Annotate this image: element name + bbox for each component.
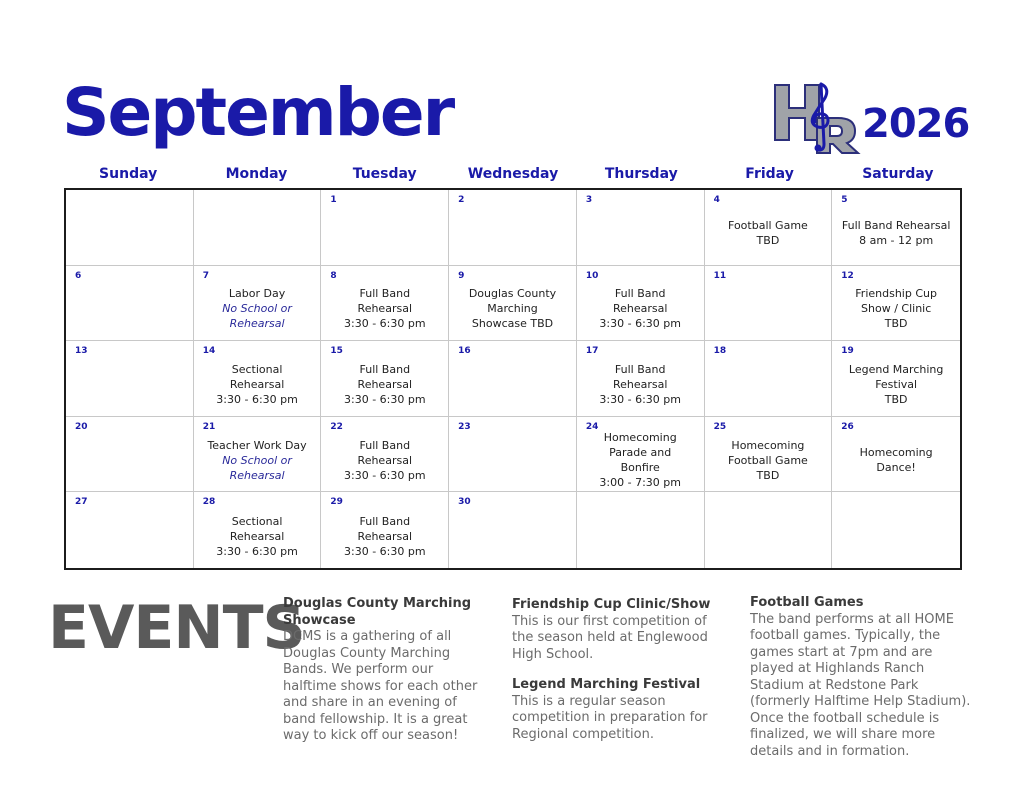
- event-line: Rehearsal: [229, 377, 285, 391]
- event-note-line: No School or: [222, 453, 292, 467]
- event-line: 3:30 - 6:30 pm: [216, 392, 298, 406]
- event-line: Rehearsal: [357, 453, 412, 467]
- calendar-day-cell: [194, 266, 322, 342]
- event-line: Homecoming: [603, 431, 677, 445]
- event-text: [581, 284, 700, 335]
- event-text: [198, 510, 317, 562]
- event-line: Football Game: [728, 453, 808, 467]
- day-number: 3: [585, 195, 593, 205]
- event-line: Homecoming: [731, 438, 805, 452]
- event-note-line: Rehearsal: [229, 317, 285, 331]
- event-line: Full Band: [614, 287, 666, 301]
- day-number: 14: [202, 346, 216, 357]
- event-text: [836, 359, 956, 410]
- day-number: 2: [458, 195, 465, 205]
- event-line: Showcase TBD: [471, 317, 554, 331]
- event-text: [581, 431, 700, 490]
- calendar-day-cell: [194, 341, 322, 417]
- calendar-day-cell: [449, 190, 577, 266]
- event-line: 3:30 - 6:30 pm: [344, 317, 426, 331]
- event-line: Rehearsal: [612, 377, 668, 391]
- calendar-day-cell: [66, 190, 194, 266]
- day-number: 26: [841, 421, 854, 432]
- event-line: Friendship Cup: [855, 287, 937, 301]
- event-text: [709, 208, 828, 259]
- day-number: 10: [585, 270, 599, 281]
- day-number: 9: [458, 270, 465, 281]
- calendar-day-cell: [321, 266, 449, 342]
- year-label: 2026: [862, 101, 970, 147]
- event-line: Show / Clinic: [861, 302, 932, 316]
- calendar-day-cell: [449, 417, 577, 493]
- event-text: [325, 284, 444, 335]
- calendar-day-cell: [832, 417, 960, 493]
- calendar-day-cell: [321, 417, 449, 493]
- day-number: 30: [458, 497, 471, 508]
- day-number: 27: [75, 497, 88, 508]
- hr-music-logo: [772, 82, 862, 156]
- event-text: [325, 435, 444, 486]
- events-title: EVENTS: [48, 593, 305, 663]
- calendar-day-cell: [449, 266, 577, 342]
- football-info: [750, 595, 975, 760]
- event-line: Labor Day: [228, 287, 286, 301]
- event-line: TBD: [756, 234, 780, 248]
- event-line: Bonfire: [620, 461, 660, 475]
- calendar-day-cell: [705, 266, 833, 342]
- event-line: Homecoming: [859, 446, 933, 460]
- event-line: 3:00 - 7:30 pm: [599, 476, 681, 490]
- event-line: Rehearsal: [229, 529, 285, 543]
- calendar-day-cell: [577, 492, 705, 568]
- event-line: TBD: [756, 468, 780, 482]
- event-line: 3:30 - 6:30 pm: [599, 392, 681, 406]
- calendar-day-cell: [194, 492, 322, 568]
- event-line: Rehearsal: [612, 302, 668, 316]
- calendar-day-cell: [577, 190, 705, 266]
- event-line: Teacher Work Day: [207, 438, 307, 452]
- event-text: [325, 359, 444, 410]
- day-number: 1: [330, 195, 337, 205]
- dcms-heading: Douglas County Marching Showcase: [283, 596, 472, 628]
- calendar-day-cell: [449, 341, 577, 417]
- day-number: 15: [330, 346, 343, 357]
- day-number: 6: [75, 270, 82, 281]
- friendship-heading: Friendship Cup Clinic/Show: [512, 597, 711, 612]
- day-number: 17: [585, 346, 599, 357]
- event-line: Full Band: [359, 287, 411, 301]
- calendar-day-cell: [832, 266, 960, 342]
- event-text: [198, 284, 317, 335]
- event-line: Dance!: [876, 461, 916, 475]
- event-line: Sectional: [231, 514, 283, 528]
- day-number: 25: [713, 421, 727, 432]
- event-note-line: No School or: [222, 302, 292, 316]
- dcms-body: DCMS is a gathering of all Douglas County Marching Bands. We perform our halftime shows for each other and share in an evening of band fellowship. It is a great way to kick off our season!: [283, 629, 478, 743]
- event-line: Sectional: [231, 362, 283, 376]
- day-number: 20: [75, 421, 88, 432]
- calendar-day-cell: [194, 190, 322, 266]
- event-line: Full Band: [359, 438, 411, 452]
- weekday-header-row: [64, 166, 962, 186]
- weekday-friday: Friday: [745, 166, 794, 182]
- calendar-day-cell: [832, 190, 960, 266]
- event-line: Full Band: [359, 362, 411, 376]
- day-number: 4: [713, 195, 720, 205]
- calendar-day-cell: [194, 417, 322, 493]
- event-text: [581, 359, 700, 410]
- event-text: [325, 510, 444, 562]
- event-text: [198, 359, 317, 410]
- friendship-body: This is our first competition of the season held at Englewood High School.: [512, 613, 708, 662]
- event-line: Full Band Rehearsal: [841, 219, 951, 233]
- event-line: 3:30 - 6:30 pm: [344, 544, 426, 558]
- event-text: [836, 284, 956, 335]
- calendar-day-cell: [321, 190, 449, 266]
- legend-heading: Legend Marching Festival: [512, 677, 701, 692]
- month-title: September: [62, 74, 454, 151]
- event-line: Festival: [875, 377, 918, 391]
- calendar-day-cell: [577, 266, 705, 342]
- day-number: 5: [841, 195, 848, 205]
- calendar-day-cell: [705, 492, 833, 568]
- competitions-info: [512, 597, 722, 743]
- event-text: [453, 284, 572, 335]
- calendar-day-cell: [321, 492, 449, 568]
- day-number: 24: [585, 421, 599, 432]
- calendar-day-cell: [705, 417, 833, 493]
- calendar-day-cell: [705, 190, 833, 266]
- event-note-line: Rehearsal: [229, 468, 285, 482]
- event-line: Douglas County: [468, 287, 557, 301]
- event-text: [709, 435, 828, 486]
- calendar-day-cell: [577, 417, 705, 493]
- calendar-day-cell: [832, 341, 960, 417]
- event-line: Full Band: [614, 362, 666, 376]
- calendar-day-cell: [66, 341, 194, 417]
- event-line: Marching: [487, 302, 538, 316]
- calendar-day-cell: [832, 492, 960, 568]
- weekday-sunday: Sunday: [99, 166, 158, 182]
- day-number: 16: [458, 346, 471, 357]
- day-number: 12: [841, 270, 854, 281]
- event-line: 8 am - 12 pm: [859, 234, 934, 248]
- event-line: Rehearsal: [357, 529, 412, 543]
- event-line: 3:30 - 6:30 pm: [216, 544, 298, 558]
- day-number: 21: [202, 421, 216, 432]
- day-number: 8: [330, 270, 337, 281]
- weekday-wednesday: Wednesday: [467, 166, 559, 182]
- day-number: 22: [330, 421, 343, 432]
- calendar-grid: [64, 188, 962, 570]
- event-line: Football Game: [728, 219, 808, 233]
- event-line: TBD: [884, 392, 908, 406]
- day-number: 7: [202, 270, 209, 281]
- calendar-day-cell: [321, 341, 449, 417]
- event-line: 3:30 - 6:30 pm: [344, 392, 426, 406]
- event-line: Legend Marching: [848, 362, 944, 376]
- event-line: Rehearsal: [357, 377, 412, 391]
- football-body: The band performs at all HOME football games. Typically, the games start at 7pm and are played at Highlands Ranch Stadium at Redstone Park (formerly Halftime Help Stadium). Once the football schedule is finalized, we will share more details and in formation.: [750, 611, 971, 759]
- event-line: TBD: [884, 317, 908, 331]
- event-line: Parade and: [609, 446, 672, 460]
- event-line: Full Band: [359, 514, 411, 528]
- event-text: [836, 435, 956, 486]
- day-number: 11: [713, 270, 727, 281]
- calendar-day-cell: [66, 417, 194, 493]
- calendar-day-cell: [66, 492, 194, 568]
- day-number: 13: [75, 346, 88, 357]
- weekday-tuesday: Tuesday: [352, 166, 417, 182]
- day-number: 23: [458, 421, 471, 432]
- dcms-info: [283, 596, 478, 745]
- day-number: 29: [330, 497, 343, 508]
- day-number: 19: [841, 346, 854, 357]
- event-text: [198, 435, 317, 486]
- legend-body: This is a regular season competition in preparation for Regional competition.: [512, 693, 708, 742]
- calendar-day-cell: [449, 492, 577, 568]
- weekday-saturday: Saturday: [862, 166, 934, 182]
- weekday-thursday: Thursday: [604, 166, 678, 182]
- day-number: 28: [202, 497, 216, 508]
- football-heading: Football Games: [750, 595, 864, 610]
- event-line: Rehearsal: [357, 302, 412, 316]
- event-text: [836, 208, 956, 259]
- weekday-monday: Monday: [225, 166, 288, 182]
- day-number: 18: [713, 346, 727, 357]
- calendar-day-cell: [705, 341, 833, 417]
- event-line: 3:30 - 6:30 pm: [344, 468, 426, 482]
- calendar-day-cell: [66, 266, 194, 342]
- event-line: 3:30 - 6:30 pm: [599, 317, 681, 331]
- calendar-day-cell: [577, 341, 705, 417]
